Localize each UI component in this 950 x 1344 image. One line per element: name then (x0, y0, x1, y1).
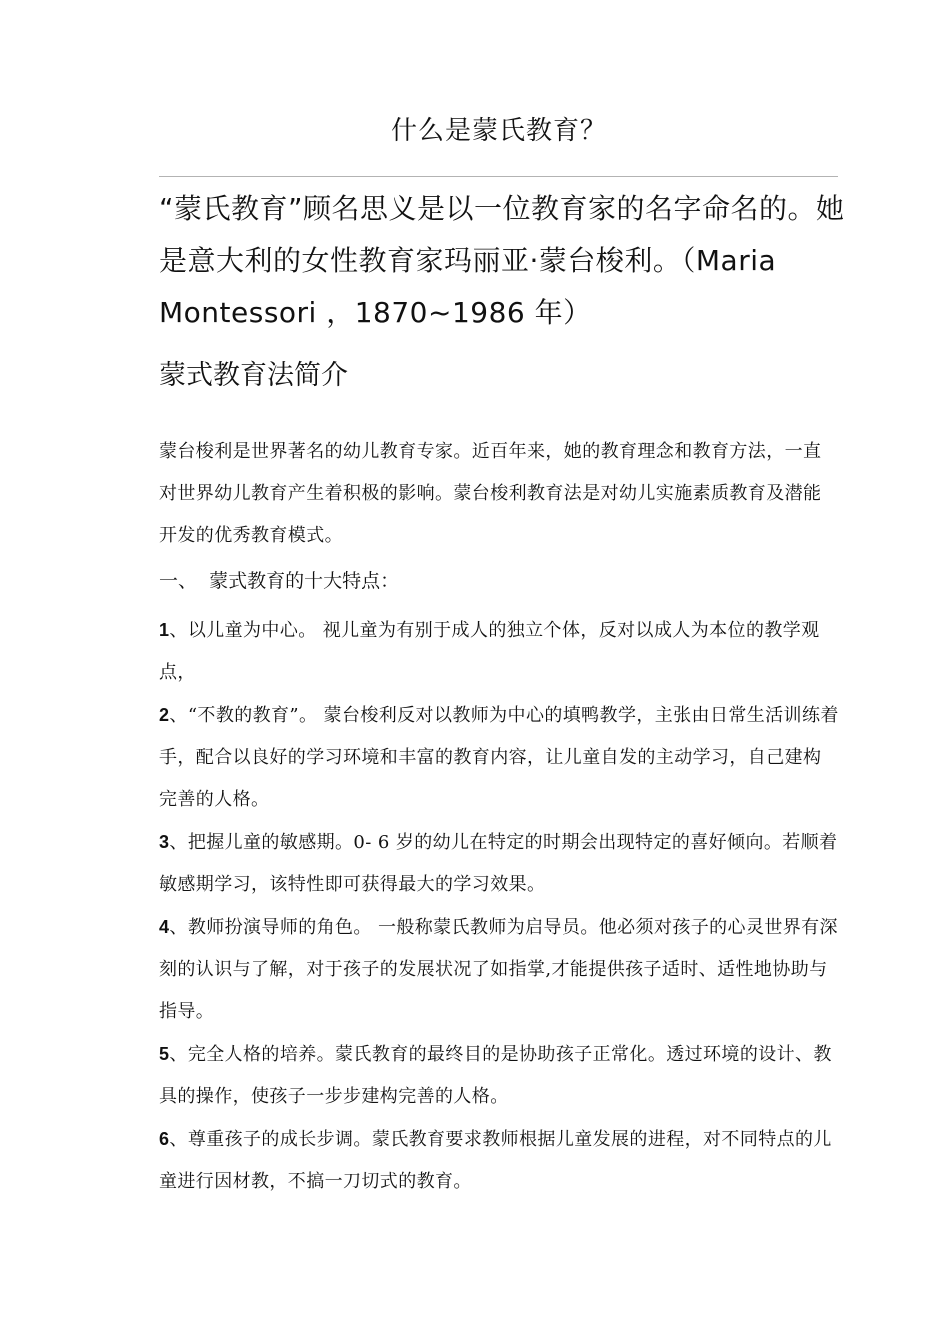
feature-item-3 (159, 821, 839, 906)
feature-text: 、尊重孩子的成长步调。蒙氏教育要求教师根据儿童发展的进程，对不同特点的儿童进行因材教，不搞一刀切式的教育。 (159, 1129, 832, 1192)
document-title: 什么是蒙氏教育？ (390, 116, 607, 146)
features-heading: 一、 蒙式教育的十大特点： (159, 570, 400, 592)
feature-number: 6 (159, 1129, 170, 1149)
feature-item-5 (159, 1033, 839, 1118)
feature-item-1 (159, 609, 839, 694)
feature-text: 、以儿童为中心。 视儿童为有别于成人的独立个体，反对以成人为本位的教学观点， (159, 620, 820, 683)
feature-item-2 (159, 694, 839, 821)
feature-number: 4 (159, 917, 170, 937)
feature-text: 、教师扮演导师的角色。 一般称蒙氏教师为启导员。他必须对孩子的心灵世界有深刻的认识与了解，对于孩子的发展状况了如指掌,才能提供孩子适时、适性地协助与指导。 (159, 917, 838, 1022)
feature-item-4 (159, 906, 839, 1033)
feature-item-6 (159, 1118, 839, 1203)
title-divider (159, 176, 838, 177)
feature-number: 5 (159, 1044, 170, 1064)
feature-text: 、“不教的教育”。 蒙台梭利反对以教师为中心的填鸭教学，主张由日常生活训练着手，配合以良好的学习环境和丰富的教育内容，让儿童自发的主动学习，自己建构完善的人格。 (159, 705, 839, 810)
feature-number: 3 (159, 832, 170, 852)
feature-text: 、完全人格的培养。蒙氏教育的最终目的是协助孩子正常化。透过环境的设计、教具的操作，使孩子一步步建构完善的人格。 (159, 1044, 832, 1107)
feature-number: 2 (159, 705, 170, 725)
feature-number: 1 (159, 620, 170, 640)
intro-body-paragraph: 蒙台梭利是世界著名的幼儿教育专家。近百年来，她的教育理念和教育方法，一直对世界幼儿教育产生着积极的影响。蒙台梭利教育法是对幼儿实施素质教育及潜能开发的优秀教育模式。 (159, 441, 822, 546)
feature-text: 、把握儿童的敏感期。0- 6 岁的幼儿在特定的时期会出现特定的喜好倾向。若顺着敏感期学习，该特性即可获得最大的学习效果。 (159, 832, 838, 895)
section-heading: 蒙式教育法简介 (159, 360, 348, 391)
intro-paragraph: “蒙氏教育”顾名思义是以一位教育家的名字命名的。她是意大利的女性教育家玛丽亚·蒙台梭利。（Maria Montessori ，1870~1986 年） (159, 192, 845, 329)
